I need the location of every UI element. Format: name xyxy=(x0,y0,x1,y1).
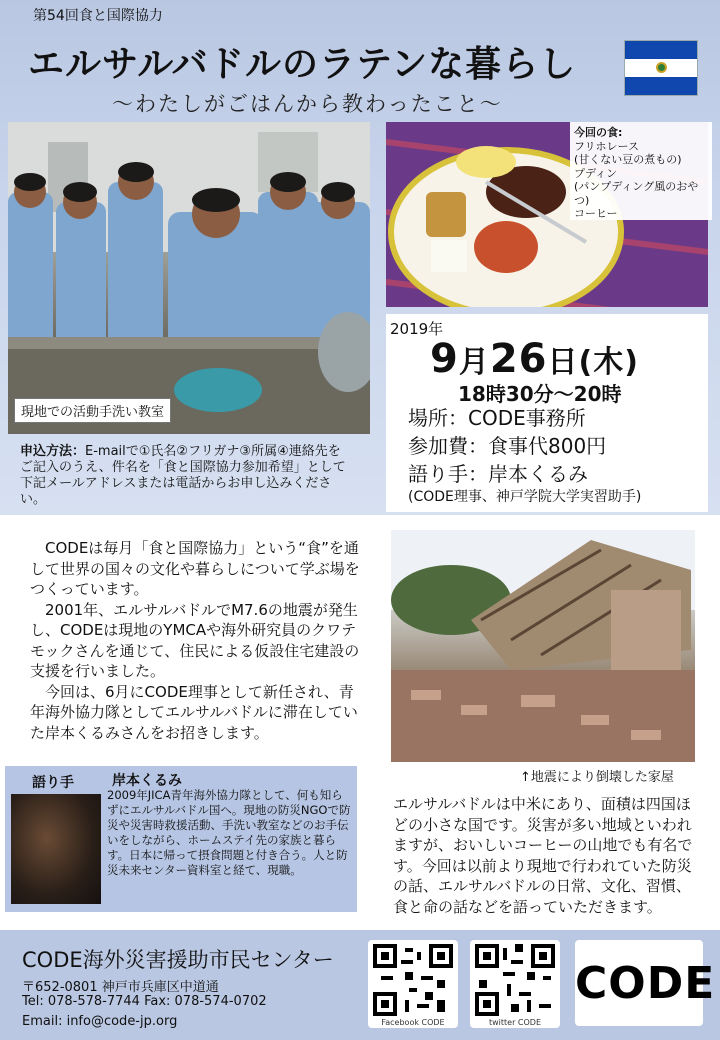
apply-label: 申込方法： xyxy=(20,444,86,459)
facebook-qr-code[interactable] xyxy=(368,940,458,1028)
org-name: CODE海外災害援助市民センター xyxy=(22,948,334,972)
application-info xyxy=(20,444,350,508)
menu-head: 今回の食: xyxy=(574,126,623,139)
event-speaker-role: (CODE理事、神戸学院大学実習助手) xyxy=(408,489,642,505)
country-description: エルサルバドルは中米にあり、面積は四国ほどの小さな国です。災害が多い地域といわれますが、おいしいコーヒーの山地でも有名です。今回は以前より現地で行われていた防災の話、エルサルバドルの日常、文化、習慣、食と命の話などを語っていただきます。 xyxy=(393,795,693,916)
collapsed-house-photo xyxy=(391,530,695,762)
org-email[interactable]: Email: info@code-jp.org xyxy=(22,1014,178,1029)
el-salvador-flag-icon xyxy=(624,40,698,96)
speaker-profile xyxy=(5,766,357,912)
menu-item: (パンプディング風のおやつ) xyxy=(574,180,699,207)
code-logo-text: CODE xyxy=(575,958,716,1009)
event-fee: 参加費：食事代800円 xyxy=(408,434,607,458)
qr-twitter-label: twitter CODE xyxy=(488,1018,542,1027)
page-title: エルサルバドルのラテンな暮らし xyxy=(28,44,577,85)
menu-box xyxy=(570,122,712,220)
house-photo-caption: ↑地震により倒壊した家屋 xyxy=(520,770,674,785)
intro-paragraph: 今回は、6月にCODE理事として新任され、青年海外協力隊としてエルサルバドルに滞在していた岸本くるみさんをお招きします。 xyxy=(30,682,358,742)
event-place: 場所：CODE事務所 xyxy=(408,406,586,430)
apply-text: E-mailで①氏名②フリガナ③所属④連絡先をご記入のうえ、件名を「食と国際協力参加希望」として下記メールアドレスまたは電話からお申し込みください。 xyxy=(20,444,346,507)
menu-item: (甘くない豆の煮もの) xyxy=(574,153,682,166)
menu-item: プディン xyxy=(574,166,618,180)
event-date: 9月26日(木) xyxy=(430,336,639,382)
menu-item: コーヒー xyxy=(574,207,618,220)
page-subtitle: ～わたしがごはんから教わったこと～ xyxy=(112,92,503,116)
event-year: 2019年 xyxy=(390,320,444,338)
edition-label: 第54回食と国際協力 xyxy=(33,8,163,24)
org-address: 〒652-0801 神戸市兵庫区中道通 xyxy=(22,980,219,995)
intro-paragraph: CODEは毎月「食と国際協力」という“食”を通して世界の国々の文化や暮らしについて学ぶ場をつくっています。 xyxy=(30,539,360,598)
handwashing-class-photo xyxy=(8,122,370,434)
profile-name: 岸本くるみ xyxy=(112,773,182,789)
intro-paragraph: 2001年、エルサルバドルでM7.6の地震が発生し、CODEは現地のYMCAや海外研究員のクワテモックさんを通じて、住民による仮設住宅建設の支援を行いました。 xyxy=(30,600,360,680)
event-speaker: 語り手：岸本くるみ xyxy=(408,462,588,486)
code-logo xyxy=(575,940,716,1026)
intro-text xyxy=(30,538,360,743)
class-photo-caption: 現地での活動手洗い教室 xyxy=(14,398,171,423)
speaker-photo xyxy=(11,794,101,904)
event-info-box xyxy=(386,314,708,512)
profile-label: 語り手 xyxy=(32,775,74,791)
org-phone: Tel: 078-578-7744 Fax: 078-574-0702 xyxy=(22,994,267,1009)
menu-item: フリホレース xyxy=(574,139,640,153)
profile-bio: 2009年JICA青年海外協力隊として、何も知らずにエルサルバドル国へ。現地の防災NGOで防災や災害時救援活動、手洗い教室などのお手伝いをしながら、ホームステイ先の家族と暮らす。日本に帰って摂食問題と付き合う。人と防災未来センター資料室と経て、現職。 xyxy=(107,788,351,877)
event-time: 18時30分～20時 xyxy=(458,382,622,406)
qr-facebook-label: Facebook CODE xyxy=(381,1018,445,1027)
twitter-qr-code[interactable] xyxy=(470,940,560,1028)
